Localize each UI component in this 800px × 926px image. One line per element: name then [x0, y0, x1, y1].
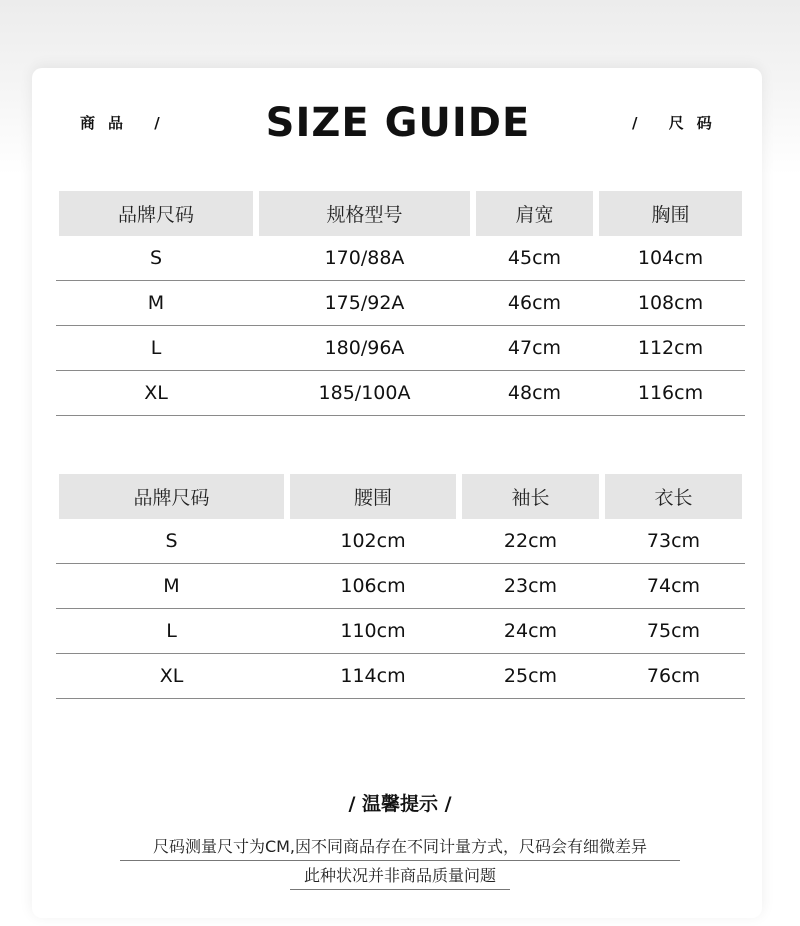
table-row [56, 236, 745, 281]
table-row [56, 564, 745, 609]
table-row [56, 371, 745, 416]
table-cell: 74cm [602, 564, 745, 609]
table-cell: S [56, 236, 256, 281]
table-row [56, 326, 745, 371]
table-cell: 175/92A [256, 281, 473, 326]
tips-title: / 温馨提示 / [348, 793, 452, 815]
table-row [56, 654, 745, 699]
table-cell: 76cm [602, 654, 745, 699]
table-cell: 104cm [596, 236, 745, 281]
column-header: 袖长 [459, 474, 602, 519]
page-title: SIZE GUIDE [265, 100, 531, 146]
table-cell: 185/100A [256, 371, 473, 416]
table-cell: 22cm [459, 519, 602, 564]
table-cell: 23cm [459, 564, 602, 609]
size-table-1 [56, 191, 745, 416]
table-cell: 102cm [287, 519, 459, 564]
table-cell: 170/88A [256, 236, 473, 281]
table-cell: 114cm [287, 654, 459, 699]
table-cell: L [56, 326, 256, 371]
table-cell: 116cm [596, 371, 745, 416]
table-row [56, 609, 745, 654]
tips-line-2: 此种状况并非商品质量问题 [290, 863, 510, 890]
table-cell: 47cm [473, 326, 596, 371]
column-header: 品牌尺码 [56, 191, 256, 236]
column-header: 肩宽 [473, 191, 596, 236]
table-cell: 48cm [473, 371, 596, 416]
table-cell: 25cm [459, 654, 602, 699]
column-header: 胸围 [596, 191, 745, 236]
table-row [56, 519, 745, 564]
table-cell: M [56, 564, 287, 609]
table-cell: 73cm [602, 519, 745, 564]
column-header: 品牌尺码 [56, 474, 287, 519]
header-product-label: 商品 / [80, 114, 173, 132]
header-size-label: / 尺码 [632, 114, 725, 132]
table-header-row [56, 474, 745, 519]
column-header: 规格型号 [256, 191, 473, 236]
size-table-2 [56, 474, 745, 699]
table-cell: 106cm [287, 564, 459, 609]
table-cell: 108cm [596, 281, 745, 326]
table-cell: 180/96A [256, 326, 473, 371]
column-header: 腰围 [287, 474, 459, 519]
table-cell: S [56, 519, 287, 564]
table-cell: 112cm [596, 326, 745, 371]
column-header: 衣长 [602, 474, 745, 519]
table-cell: 46cm [473, 281, 596, 326]
table-cell: 110cm [287, 609, 459, 654]
table-cell: 75cm [602, 609, 745, 654]
table-cell: 45cm [473, 236, 596, 281]
table-row [56, 281, 745, 326]
tips-line-1: 尺码测量尺寸为CM,因不同商品存在不同计量方式，尺码会有细微差异 [120, 834, 680, 861]
table-cell: 24cm [459, 609, 602, 654]
table-cell: XL [56, 654, 287, 699]
table-header-row [56, 191, 745, 236]
table-cell: XL [56, 371, 256, 416]
table-cell: M [56, 281, 256, 326]
table-cell: L [56, 609, 287, 654]
